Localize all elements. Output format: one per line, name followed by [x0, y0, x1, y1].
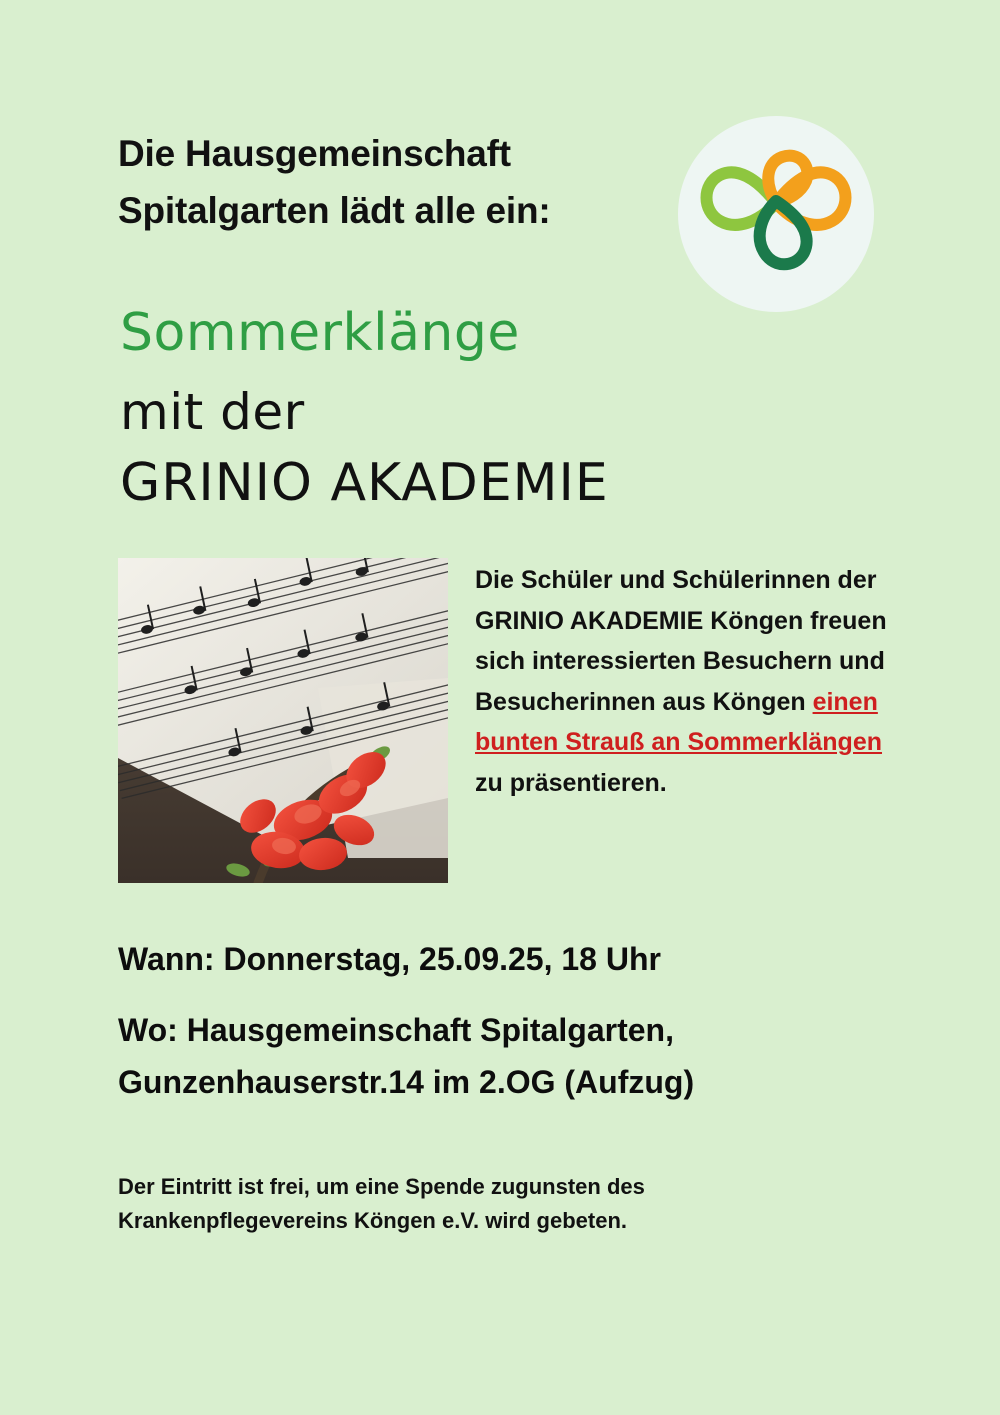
footer-line-1: Der Eintritt ist frei, um eine Spende zugunsten des: [118, 1174, 645, 1199]
event-where: Wo: Hausgemeinschaft Spitalgarten, Gunzenhauserstr.14 im 2.OG (Aufzug): [118, 1012, 695, 1100]
description-highlight: einen bunten Strauß an Sommerklängen: [475, 687, 883, 756]
sheet-music-flower-photo: [118, 558, 448, 883]
header-line-1: Die Hausgemeinschaft: [118, 133, 511, 174]
grinio-clover-logo: [678, 116, 874, 312]
event-when: Wann: Donnerstag, 25.09.25, 18 Uhr: [118, 941, 661, 977]
poster-footer: [118, 1170, 878, 1238]
description-part-1: Die Schüler und Schülerinnen der GRINIO AKADEMIE Köngen freuen sich interessierten Besuchern und Besucherinnen aus Köngen: [475, 566, 887, 716]
title-line-3: GRINIO AKADEMIE: [120, 452, 609, 513]
description-text: [475, 560, 895, 803]
title-line-2: mit der: [120, 382, 305, 441]
description-part-2: zu präsentieren.: [475, 768, 667, 797]
title-line-1: Sommerklänge: [120, 303, 520, 363]
footer-line-2: Krankenpflegevereins Köngen e.V. wird gebeten.: [118, 1208, 627, 1234]
poster-header: [118, 125, 678, 240]
poster-title: [120, 300, 880, 516]
header-line-2: Spitalgarten lädt alle ein:: [118, 190, 551, 232]
